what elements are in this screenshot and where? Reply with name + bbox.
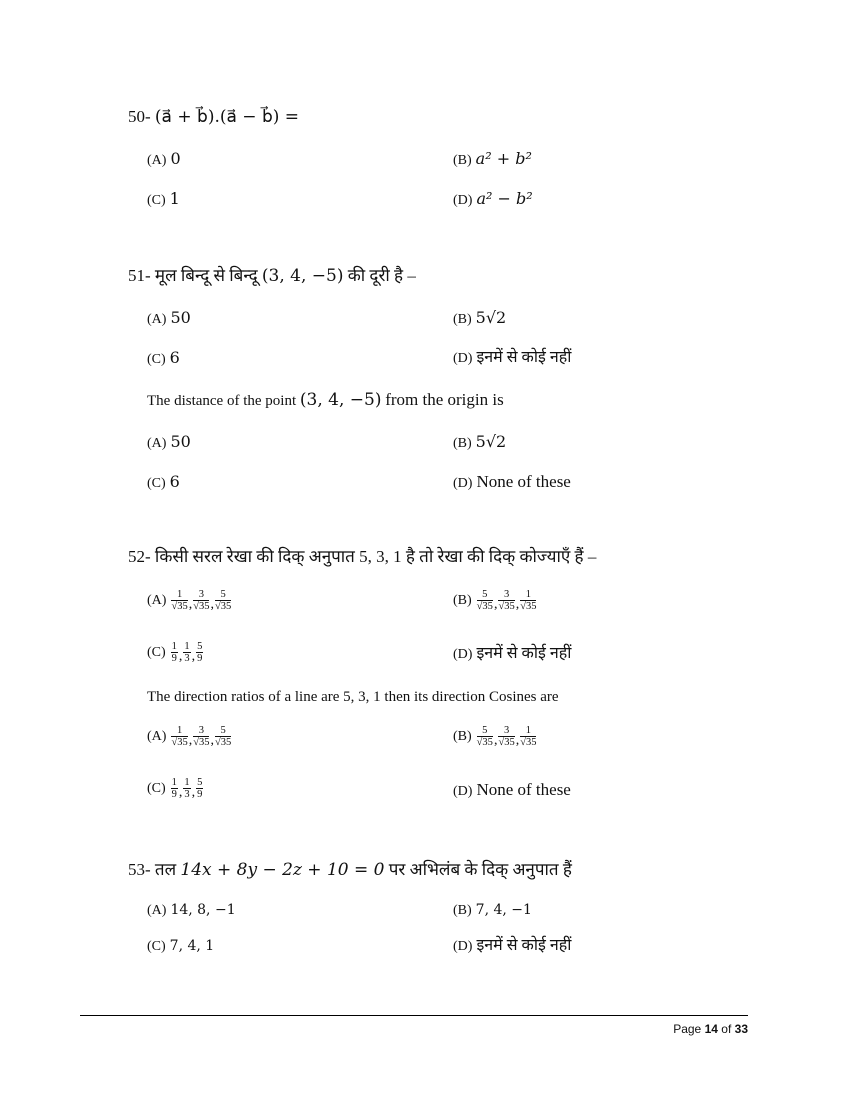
question-50	[128, 105, 299, 129]
option-a: (A) 50	[147, 308, 191, 327]
option-b: (B) 7, 4, −1	[453, 902, 532, 918]
question-number: 53-	[128, 860, 151, 879]
question-expression: (a⃗ + b⃗).(a⃗ − b⃗) =	[154, 107, 300, 127]
option-d: (D) None of these	[453, 780, 571, 799]
option-b: (B) $\frac{5}{√35}$ , $\frac{3}{√35}$ , $\frac{1}{√35}$	[453, 724, 537, 748]
question-text-hindi: तल	[154, 860, 177, 879]
option-c: (C) 6	[147, 348, 180, 367]
page-total: 33	[734, 1022, 748, 1036]
question-text-hindi-suffix: की दूरी है –	[347, 266, 416, 285]
option-b: (B) a² + b²	[453, 149, 532, 168]
question-text-hindi: किसी सरल रेखा की दिक् अनुपात 5, 3, 1 है तो रेखा की दिक् कोज्याएँ हैं –	[154, 547, 597, 566]
option-c: (C) $\frac{1}{9}$ , $\frac{1}{3}$ , $\frac{5}{9}$	[147, 776, 203, 800]
option-d: (D) इनमें से कोई नहीं	[453, 645, 572, 662]
question-number: 51-	[128, 266, 151, 285]
question-number: 50-	[128, 107, 151, 126]
plane-equation: 14x + 8y − 2z + 10 = 0	[180, 860, 385, 880]
option-d: (D) a² − b²	[453, 189, 533, 208]
option-c: (C) 7, 4, 1	[147, 938, 215, 954]
option-a: (A) 0	[147, 149, 181, 168]
page-footer: Page 14 of 33	[673, 1022, 748, 1036]
option-c: (C) 1	[147, 189, 180, 208]
question-52	[128, 545, 596, 569]
option-a: (A) 14, 8, −1	[147, 902, 236, 918]
page-number: 14	[704, 1022, 718, 1036]
option-b: (B) 5√2	[453, 432, 507, 451]
option-d: (D) इनमें से कोई नहीं	[453, 937, 572, 954]
option-d: (D) None of these	[453, 472, 571, 491]
question-51-english: The distance of the point (3, 4, −5) from the origin is	[147, 390, 504, 410]
option-a: (A) $\frac{1}{√35}$ , $\frac{3}{√35}$ , $\frac{5}{√35}$	[147, 588, 232, 612]
question-number: 52-	[128, 547, 151, 566]
option-a: (A) 50	[147, 432, 191, 451]
question-53	[128, 858, 572, 882]
option-b: (B) 5√2	[453, 308, 507, 327]
question-52-english: The direction ratios of a line are 5, 3, 1 then its direction Cosines are	[147, 689, 559, 705]
option-d: (D) इनमें से कोई नहीं	[453, 349, 572, 366]
question-point: (3, 4, −5)	[299, 390, 382, 410]
option-c: (C) $\frac{1}{9}$ , $\frac{1}{3}$ , $\frac{5}{9}$	[147, 640, 203, 664]
question-51	[128, 264, 416, 288]
question-text-hindi: मूल बिन्दू से बिन्दू	[154, 266, 258, 285]
option-a: (A) $\frac{1}{√35}$ , $\frac{3}{√35}$ , $\frac{5}{√35}$	[147, 724, 232, 748]
question-text-hindi-suffix: पर अभिलंब के दिक् अनुपात हैं	[388, 860, 572, 879]
option-c: (C) 6	[147, 472, 180, 491]
question-point: (3, 4, −5)	[261, 266, 344, 286]
option-b: (B) $\frac{5}{√35}$ , $\frac{3}{√35}$ , $\frac{1}{√35}$	[453, 588, 537, 612]
footer-divider	[80, 1015, 748, 1016]
